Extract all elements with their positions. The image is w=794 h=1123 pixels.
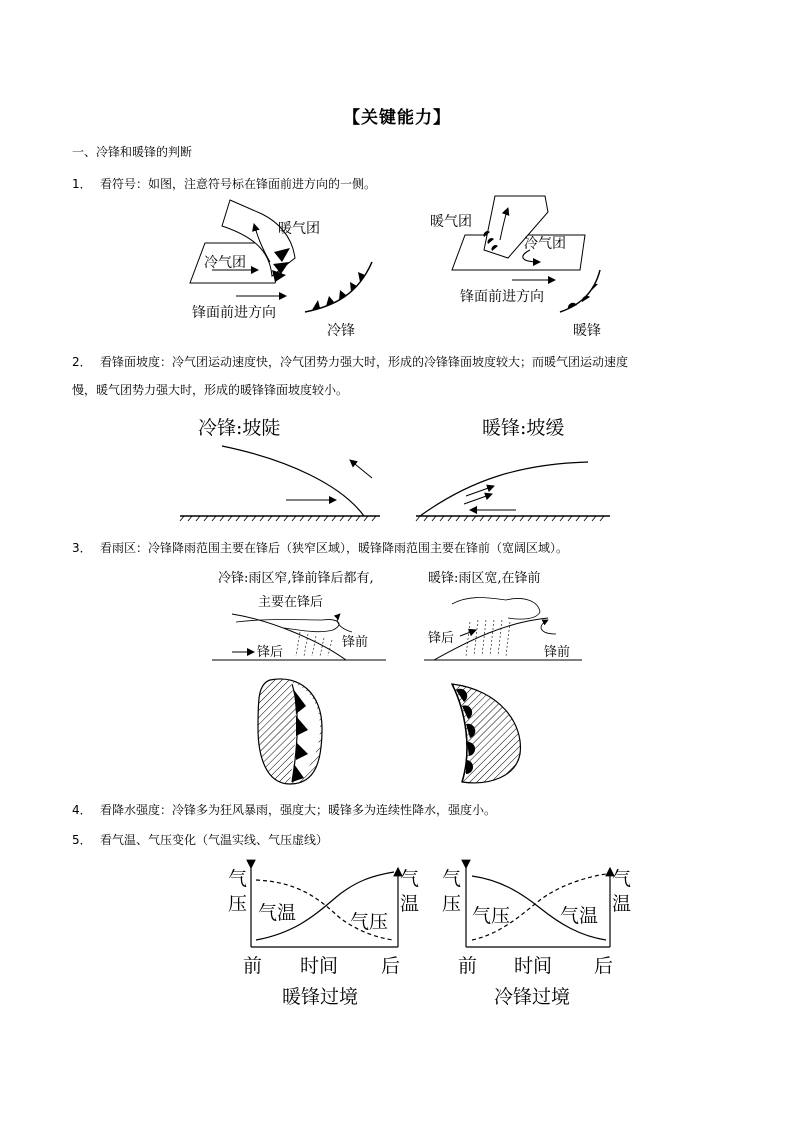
pressure-axis-label: 气 <box>442 868 462 890</box>
cold-main-label: 主要在锋后 <box>258 595 324 610</box>
x-time-label: 时间 <box>514 955 553 977</box>
temp-axis-label: 温 <box>612 893 632 915</box>
cold-front-passage-graph <box>442 868 631 1008</box>
x-back-label: 后 <box>381 955 401 977</box>
pressure-axis-label: 压 <box>442 893 462 915</box>
front-direction-label: 锋面前进方向 <box>192 305 276 321</box>
item-text: 看符号：如图，注意符号标在锋面前进方向的一侧。 <box>100 177 377 191</box>
x-front-label: 前 <box>458 955 478 977</box>
x-front-label: 前 <box>243 955 263 977</box>
cold-front-passage-caption: 冷锋过境 <box>494 986 571 1008</box>
cold-air-label: 冷气团 <box>524 236 566 252</box>
item-number: 3． <box>72 541 92 555</box>
cold-front-label: 冷锋 <box>327 323 355 339</box>
cold-rain-caption: 冷锋:雨区窄,锋前锋后都有, <box>218 571 374 586</box>
cold-air-label: 冷气团 <box>204 255 246 271</box>
item-number: 2． <box>72 355 92 369</box>
x-time-label: 时间 <box>300 955 339 977</box>
cold-front-label: 锋前 <box>342 635 369 650</box>
pressure-curve-label: 气压 <box>472 905 511 927</box>
warm-rain-caption: 暖锋:雨区宽,在锋前 <box>428 571 541 586</box>
warm-front-label: 锋前 <box>544 645 571 660</box>
item-number: 4． <box>72 803 92 817</box>
warm-front-passage-graph <box>228 868 419 1008</box>
item-text: 看降水强度：冷锋多为狂风暴雨，强度大；暖锋多为连续性降水，强度小。 <box>100 803 497 817</box>
item-text: 看雨区：冷锋降雨范围主要在锋后（狭窄区域），暖锋降雨范围主要在锋前（宽阔区域）。 <box>100 541 569 555</box>
item-number: 5． <box>72 833 92 847</box>
cold-slope-title: 冷锋:坡陡 <box>198 417 281 439</box>
temp-axis-label: 气 <box>612 868 632 890</box>
pressure-curve-label: 气压 <box>350 911 389 933</box>
temp-curve-label: 气温 <box>560 905 599 927</box>
temp-axis-label: 气 <box>400 868 420 890</box>
item-text: 慢，暖气团势力强大时，形成的暖锋锋面坡度较小。 <box>72 383 349 397</box>
temp-curve-label: 气温 <box>258 902 297 924</box>
front-direction-label: 锋面前进方向 <box>460 289 544 305</box>
cold-behind-label: 锋后 <box>257 645 284 660</box>
item-text: 看锋面坡度：冷气团运动速度快，冷气团势力强大时，形成的冷锋锋面坡度较大；而暖气团运动速度 <box>100 355 629 369</box>
temp-axis-label: 温 <box>400 893 420 915</box>
warm-air-label: 暖气团 <box>430 214 472 230</box>
warm-front-label: 暖锋 <box>573 323 601 339</box>
warm-air-label: 暖气团 <box>278 221 320 237</box>
pressure-axis-label: 气 <box>228 868 248 890</box>
section-heading: 一、冷锋和暖锋的判断 <box>72 145 193 159</box>
warm-behind-label: 锋后 <box>428 631 455 646</box>
warm-front-passage-caption: 暖锋过境 <box>282 986 359 1008</box>
page-title: 【关键能力】 <box>343 108 451 128</box>
item-number: 1． <box>72 177 92 191</box>
item-text: 看气温、气压变化（气温实线、气压虚线） <box>100 833 329 847</box>
x-back-label: 后 <box>594 955 614 977</box>
pressure-axis-label: 压 <box>228 893 248 915</box>
warm-slope-title: 暖锋:坡缓 <box>482 417 565 439</box>
